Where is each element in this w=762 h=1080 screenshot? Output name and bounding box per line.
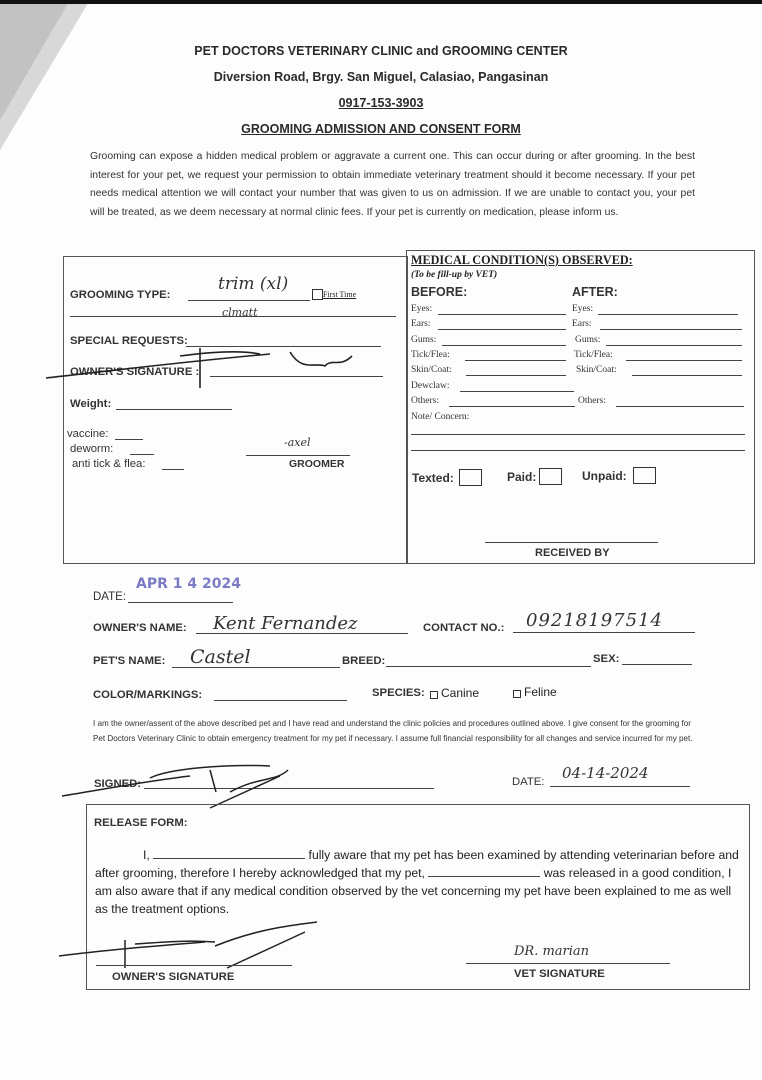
grooming-type-label: GROOMING TYPE: [70, 289, 171, 301]
before-gums-label: Gums: [411, 335, 437, 345]
sex-label: SEX: [593, 653, 620, 665]
contact-label: CONTACT NO.: [423, 622, 505, 634]
note-concern-label: Note/ Concern: [411, 412, 470, 422]
owner-name-label: OWNER'S NAME: [93, 622, 187, 634]
clinic-phone: 0917-153-3903 [338, 96, 424, 110]
vet-signature-label: VET SIGNATURE [514, 968, 605, 980]
before-gums-line[interactable] [442, 345, 566, 346]
owner-name-value[interactable]: Kent Fernandez [213, 613, 358, 634]
unpaid-label: Unpaid: [582, 469, 627, 483]
release-title: RELEASE FORM: [94, 817, 188, 829]
medical-subtitle: (To be fill-up by VET) [411, 270, 498, 280]
paid-checkbox[interactable] [539, 468, 562, 485]
after-tickflea-line[interactable] [626, 360, 742, 361]
groomer-line[interactable] [246, 455, 350, 456]
texted-label: Texted: [412, 471, 454, 485]
release-pet-name-line[interactable] [428, 865, 540, 877]
paid-label: Paid: [507, 470, 537, 484]
before-dewclaw-line[interactable] [460, 391, 574, 392]
pet-name-value[interactable]: Castel [190, 646, 251, 668]
before-tickflea-line[interactable] [465, 360, 566, 361]
first-time-label: First Time [323, 290, 357, 299]
before-tickflea-label: Tick/Flea: [411, 350, 450, 360]
antitick-line[interactable] [162, 469, 184, 470]
owner-signature-scribble [40, 344, 360, 394]
deworm-label: deworm: [70, 443, 114, 455]
before-others-label: Others: [411, 396, 439, 406]
after-gums-line[interactable] [606, 345, 742, 346]
before-label: BEFORE: [411, 285, 468, 299]
form-title: GROOMING ADMISSION AND CONSENT FORM [241, 122, 521, 136]
weight-line[interactable] [116, 409, 232, 410]
received-by-line[interactable] [485, 542, 658, 543]
before-ears-label: Ears: [411, 319, 431, 329]
before-eyes-line[interactable] [438, 314, 566, 315]
after-label: AFTER: [572, 285, 618, 299]
grooming-type-value[interactable]: trim (xl) [218, 274, 289, 294]
grooming-type-line [188, 300, 310, 301]
grooming-type-value-2[interactable]: clmatt [222, 306, 258, 319]
breed-label: BREED: [342, 655, 386, 667]
first-time-checkbox[interactable] [312, 289, 323, 300]
before-others-line[interactable] [449, 406, 575, 407]
note-line-1[interactable] [411, 434, 745, 435]
consent-date-line[interactable] [550, 786, 690, 787]
special-requests-label: SPECIAL REQUESTS: [70, 335, 188, 347]
date-line[interactable] [128, 602, 233, 603]
clinic-address: Diversion Road, Brgy. San Miguel, Calasiao, Pangasinan [213, 70, 549, 84]
color-markings-line[interactable] [214, 700, 347, 701]
grooming-panel [63, 256, 408, 564]
species-label: SPECIES: [372, 687, 425, 699]
contact-value[interactable]: 09218197514 [526, 610, 663, 631]
vaccine-line[interactable] [115, 439, 143, 440]
after-ears-label: Ears: [572, 319, 592, 329]
signed-label: SIGNED: [94, 778, 142, 790]
date-label: DATE: [93, 591, 127, 603]
feline-checkbox[interactable] [513, 690, 521, 698]
date-stamp: APR 1 4 2024 [136, 576, 241, 592]
after-others-line[interactable] [616, 406, 744, 407]
unpaid-checkbox[interactable] [633, 467, 656, 484]
release-owner-name-line[interactable] [153, 847, 305, 859]
release-paragraph: I, fully aware that my pet has been examined by attending veterinarian before and after grooming, therefore I hereby acknowledged that my pet, was released in a good condition, I am also aware that if any medical condition observed by the vet concerning my pet have been explained to me as well as the treatment options. [95, 848, 739, 916]
vaccine-label: vaccine: [67, 428, 109, 440]
before-ears-line[interactable] [438, 329, 566, 330]
intro-paragraph: Grooming can expose a hidden medical problem or aggravate a current one. This can occur during or after grooming. In the best interest for your pet, we request your permission to obtain immediate veterinary treatment should it become necessary. If your pet needs medical attention we will contact your number that was given to us on admission. If we are unable to contact you, your pet will be treated, as we deem necessary at normal clinic fees. If your pet is currently on medication, please inform us. [90, 151, 695, 218]
after-tickflea-label: Tick/Flea: [574, 350, 613, 360]
before-eyes-label: Eyes: [411, 304, 433, 314]
before-skincoat-label: Skin/Coat: [411, 365, 452, 375]
sex-line[interactable] [622, 664, 692, 665]
consent-date-label: DATE: [512, 776, 545, 788]
after-ears-line[interactable] [600, 329, 742, 330]
before-skincoat-line[interactable] [466, 375, 566, 376]
consent-paragraph: I am the owner/assent of the above described pet and I have read and understand the clinic policies and procedures outlined above. I give consent for the grooming for Pet Doctors Veterinary Clinic to obtain emergency treatment for my pet if necessary. I assume full financial responsibility for all changes and service incurred for my pet. [93, 719, 693, 743]
vet-signature-value: DR. marian [514, 944, 590, 959]
after-others-label: Others: [578, 396, 606, 406]
received-by-label: RECEIVED BY [535, 547, 610, 559]
note-line-2[interactable] [411, 450, 745, 451]
after-gums-label: Gums: [575, 335, 601, 345]
after-eyes-label: Eyes: [572, 304, 594, 314]
contact-line[interactable] [513, 632, 695, 633]
deworm-line[interactable] [130, 454, 154, 455]
clinic-name: PET DOCTORS VETERINARY CLINIC and GROOMING CENTER [194, 44, 568, 58]
after-skincoat-line[interactable] [632, 375, 742, 376]
weight-label: Weight: [70, 398, 112, 410]
pet-name-label: PET'S NAME: [93, 655, 166, 667]
groomer-signature: -axel [284, 436, 311, 449]
antitick-label: anti tick & flea: [72, 458, 146, 470]
canine-checkbox[interactable] [430, 691, 438, 699]
scan-top-edge [0, 0, 762, 4]
after-eyes-line[interactable] [598, 314, 738, 315]
owner-signature-release-line[interactable] [96, 965, 292, 966]
medical-title: MEDICAL CONDITION(S) OBSERVED: [411, 253, 633, 267]
canine-label: Canine [441, 686, 480, 700]
groomer-label: GROOMER [289, 458, 345, 470]
color-markings-label: COLOR/MARKINGS: [93, 689, 203, 701]
owner-signature-release-label: OWNER'S SIGNATURE [112, 971, 235, 983]
after-skincoat-label: Skin/Coat: [576, 365, 617, 375]
consent-date-value[interactable]: 04-14-2024 [562, 764, 649, 782]
owner-signature-label: OWNER'S SIGNATURE : [70, 366, 200, 378]
vet-signature-line[interactable] [466, 963, 670, 964]
before-dewclaw-label: Dewclaw: [411, 381, 450, 391]
breed-line[interactable] [386, 666, 591, 667]
feline-label: Feline [524, 685, 557, 699]
texted-checkbox[interactable] [459, 469, 482, 486]
